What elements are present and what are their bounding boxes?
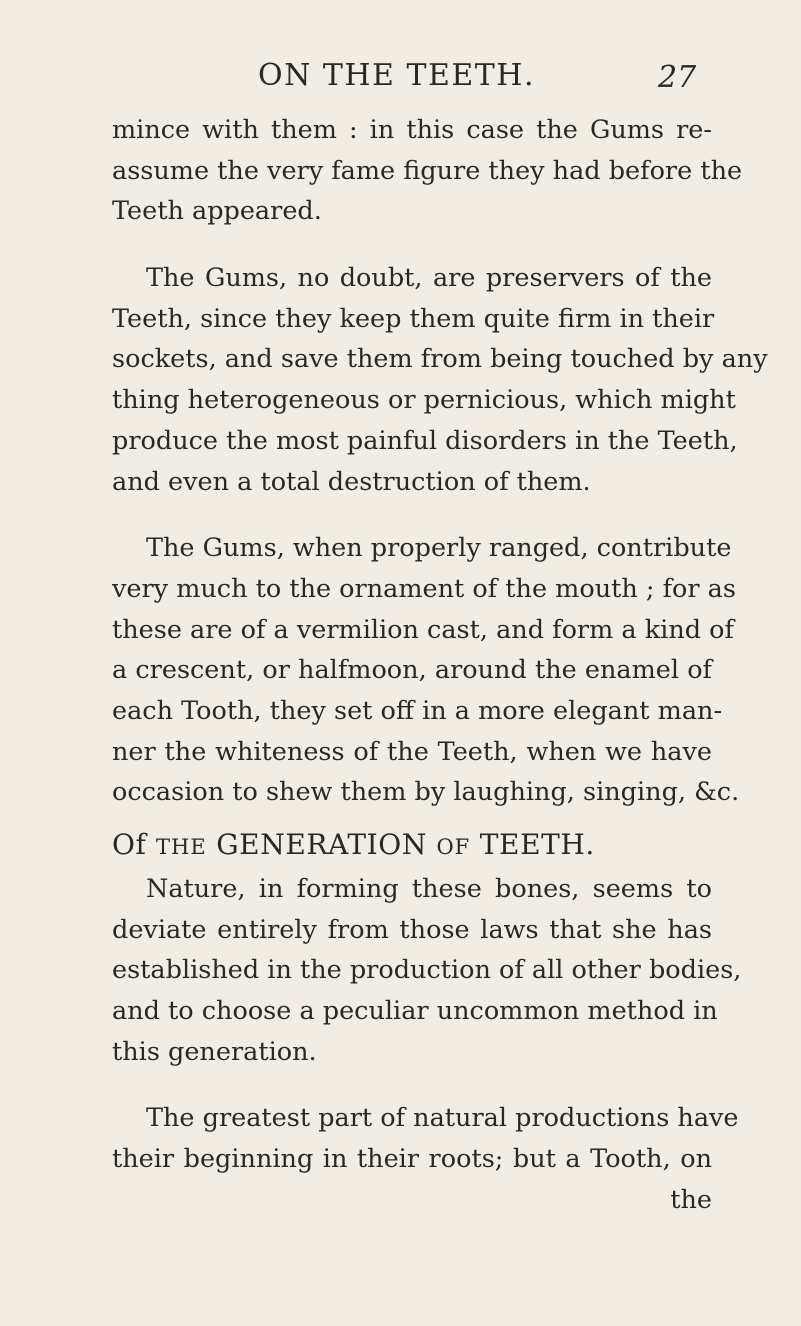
paragraph: [112, 1098, 739, 1179]
text-line: sockets, and save them from being touched by any: [112, 344, 768, 375]
text-line: these are of a vermilion cast, and form a kind of: [112, 614, 734, 645]
text-line: a crescent, or halfmoon, around the enamel of: [112, 655, 712, 686]
text-line: ner the whiteness of the Teeth, when we have: [112, 736, 712, 767]
page-number: 27: [658, 60, 697, 95]
heading-word: GENERATION: [216, 828, 427, 861]
text-line: deviate entirely from those laws that she has: [112, 914, 712, 945]
text-line: assume the very fame figure they had before the: [112, 155, 743, 186]
text-line: thing heterogeneous or pernicious, which might: [112, 385, 736, 416]
heading-word: THE: [156, 835, 207, 859]
heading-word: Of: [112, 828, 147, 861]
text-line: occasion to shew them by laughing, singing, &c.: [112, 777, 740, 808]
body-text: [112, 110, 768, 1221]
text-line: this generation.: [112, 1036, 317, 1067]
text-line: The greatest part of natural productions have: [146, 1103, 739, 1134]
paragraph: [112, 258, 768, 502]
text-line: very much to the ornament of the mouth ; for as: [112, 573, 736, 604]
paragraph: [112, 869, 742, 1072]
heading-word: TEETH.: [479, 828, 595, 861]
heading-word: OF: [436, 835, 471, 859]
text-line: The Gums, when properly ranged, contribute: [146, 533, 732, 564]
text-line: and even a total destruction of them.: [112, 466, 591, 497]
text-line: their beginning in their roots; but a Tooth, on: [112, 1144, 712, 1175]
text-line: produce the most painful disorders in the Teeth,: [112, 425, 738, 456]
text-line: Teeth appeared.: [112, 196, 322, 227]
text-line: Teeth, since they keep them quite firm in their: [112, 303, 715, 334]
section-heading: [112, 825, 712, 869]
paragraph: [112, 110, 743, 232]
running-title: ON THE TEETH.: [258, 58, 536, 93]
running-head: [0, 58, 801, 98]
text-line: Nature, in forming these bones, seems to: [146, 874, 712, 904]
text-line: The Gums, no doubt, are preservers of the: [146, 263, 712, 294]
text-line: each Tooth, they set off in a more elegant man-: [112, 695, 723, 726]
text-line: and to choose a peculiar uncommon method in: [112, 996, 718, 1027]
paragraph: [112, 528, 740, 813]
text-line: established in the production of all other bodies,: [112, 955, 742, 986]
catchword-line: [112, 1180, 712, 1221]
catchword: the: [670, 1184, 712, 1215]
text-line: mince with them : in this case the Gums re-: [112, 115, 712, 145]
